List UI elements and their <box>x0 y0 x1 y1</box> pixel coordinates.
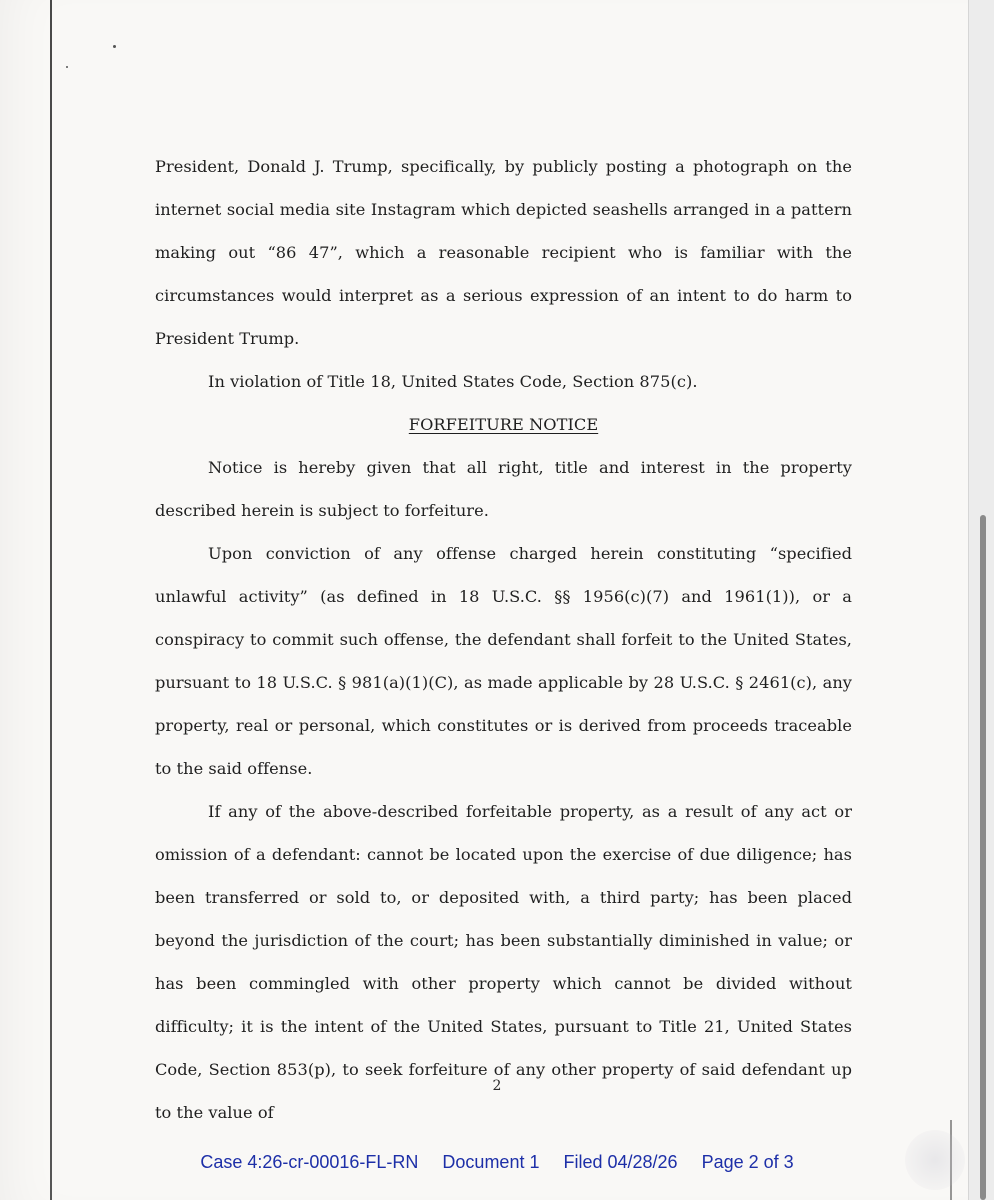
paragraph-substitute-property: If any of the above-described forfeitable property, as a result of any act or omission of a defendant: cannot be located upon the exercise of due diligence; has been transferred or sold to, or deposited with, a third party; has been placed beyond the jurisdiction of the court; has been substantially diminished in value; or has been commingled with other property which cannot be divided without difficulty; it is the intent of the United States, pursuant to Title 21, United States Code, Section 853(p), to seek forfeiture of any other property of said defendant up to the value of <box>155 802 852 1122</box>
scan-speck <box>113 45 116 48</box>
paragraph-notice: Notice is hereby given that all right, title and interest in the property described herein is subject to forfeiture. <box>155 458 852 520</box>
stamp-case-number: Case 4:26-cr-00016-FL-RN <box>200 1152 419 1172</box>
stamp-filed-date: Filed 04/28/26 <box>563 1152 678 1172</box>
scan-speck <box>66 66 68 68</box>
paragraph-conviction: Upon conviction of any offense charged herein constituting “specified unlawful activity” (as defined in 18 U.S.C. §§ 1956(c)(7) and 1961(1)), or a conspiracy to commit such offense, the defendant shall forfeit to the United States, pursuant to 18 U.S.C. § 981(a)(1)(C), as made applicable by 28 U.S.C. § 2461(c), any property, real or personal, which constitutes or is derived from proceeds traceable to the said offense. <box>155 544 852 778</box>
section-heading-forfeiture: FORFEITURE NOTICE <box>408 415 599 434</box>
scrollbar-thumb[interactable] <box>980 515 986 1200</box>
document-body <box>155 145 852 1134</box>
stamp-page-count: Page 2 of 3 <box>701 1152 794 1172</box>
paragraph-violation: In violation of Title 18, United States Code, Section 875(c). <box>208 372 698 391</box>
page-number: 2 <box>492 1078 502 1094</box>
stamp-document-number: Document 1 <box>442 1152 540 1172</box>
page-left-edge <box>50 0 52 1200</box>
ecf-filing-stamp <box>0 1152 994 1173</box>
vertical-scrollbar[interactable] <box>968 0 994 1200</box>
paragraph-threat-description: President, Donald J. Trump, specifically, by publicly posting a photograph on the internet social media site Instagram which depicted seashells arranged in a pattern making out “86 47”, which a reasonable recipient who is familiar with the circumstances would interpret as a serious expression of an intent to do harm to President Trump. <box>155 157 852 348</box>
